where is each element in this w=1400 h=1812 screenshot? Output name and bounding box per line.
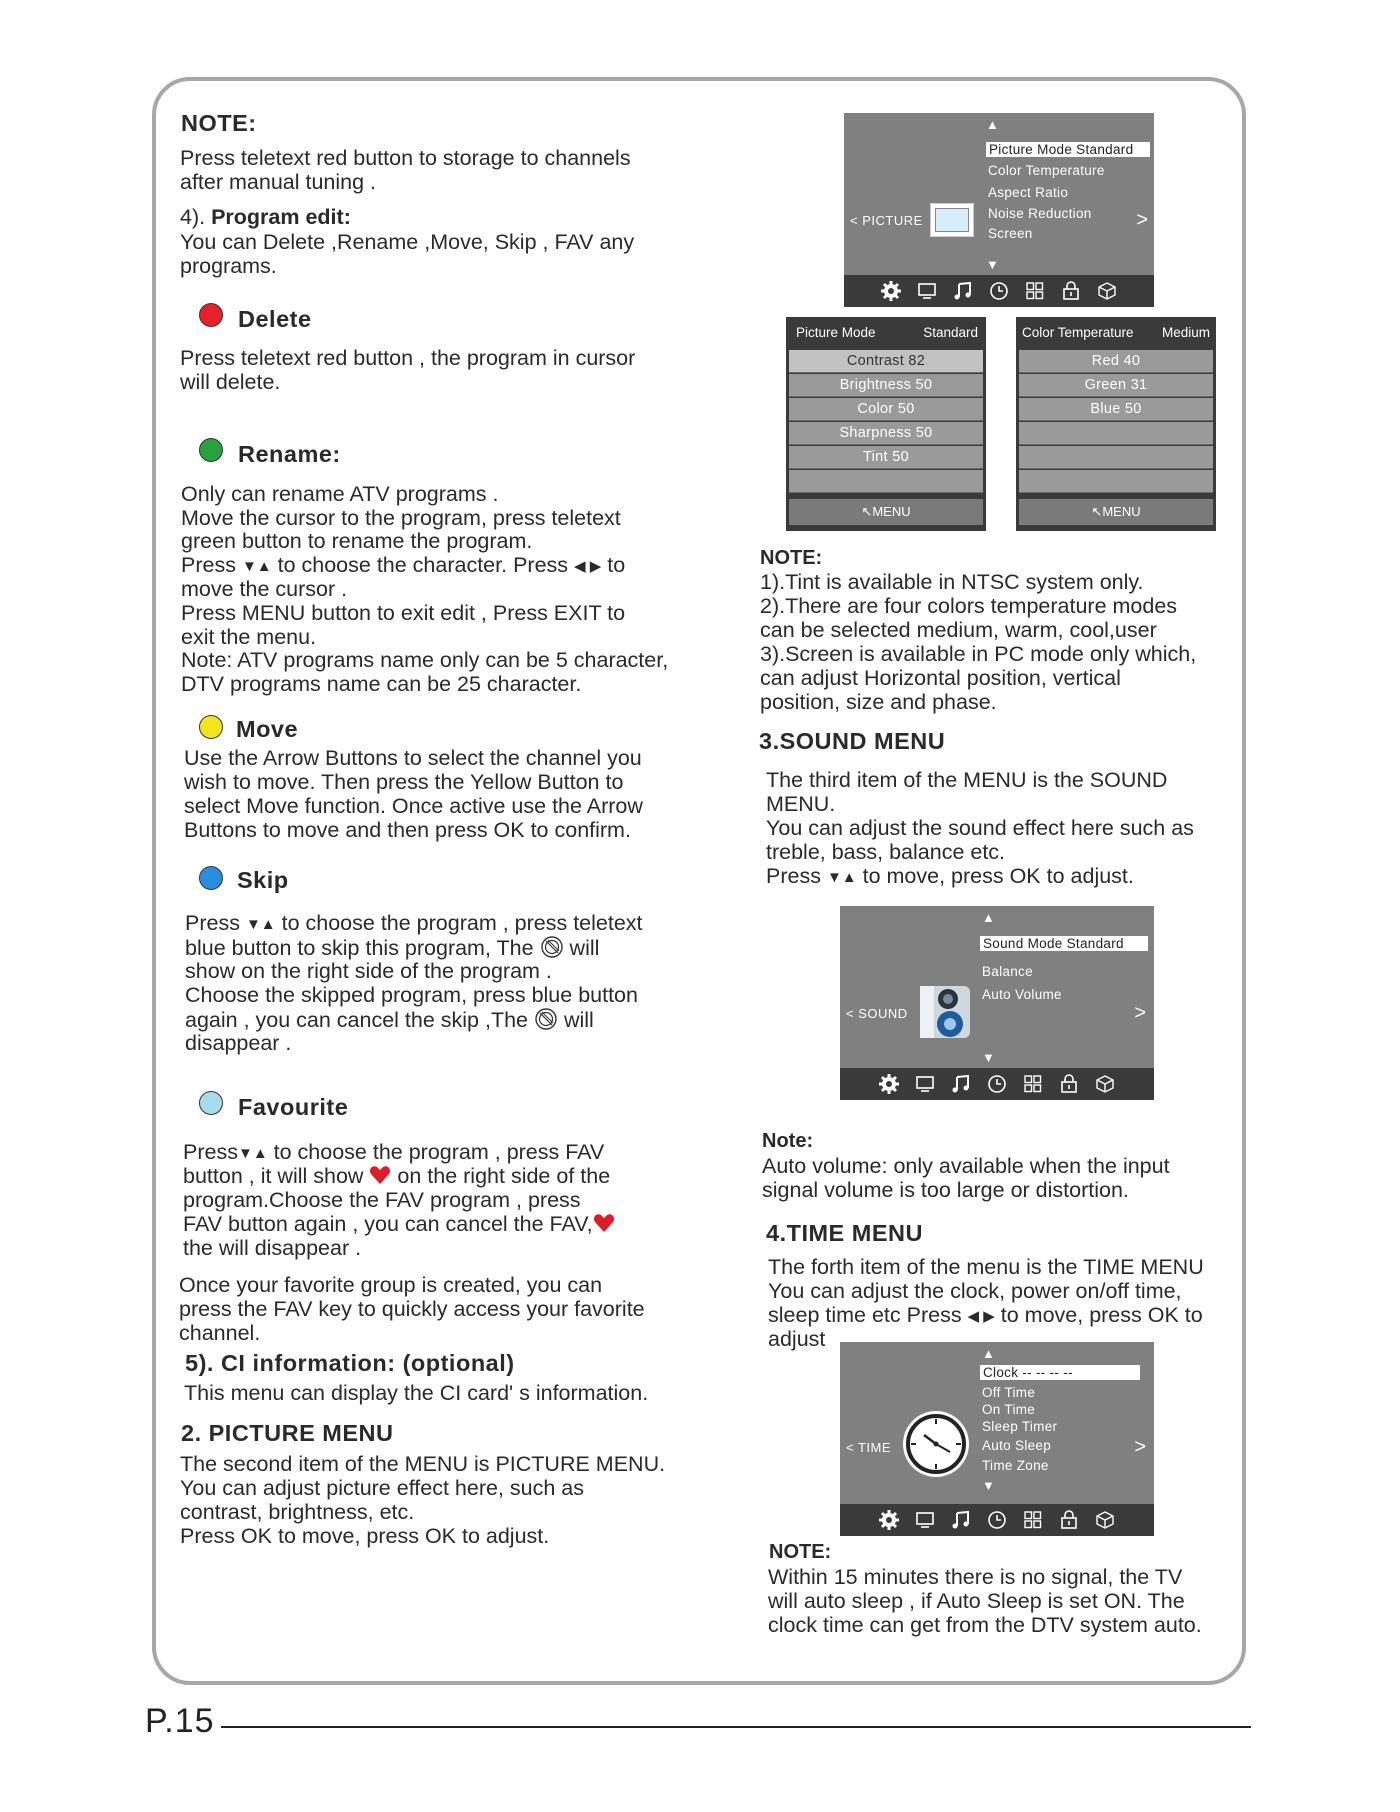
down-up-arrows-icon: ▼▲ [245, 915, 276, 933]
picture-mode-submenu [786, 317, 986, 531]
program-edit-prefix: 4). [180, 205, 212, 229]
picture-osd-menu [844, 113, 1154, 307]
submenu-row[interactable]: Sharpness 50 [789, 422, 983, 445]
submenu-row[interactable] [789, 470, 983, 493]
picture-icon [930, 203, 974, 237]
rename-line: Move the cursor to the program, press teletext [181, 506, 621, 530]
ci-text: This menu can display the CI card' s information. [184, 1381, 649, 1405]
favourite-heading: Favourite [238, 1094, 349, 1120]
submenu-header [786, 317, 986, 347]
submenu-row[interactable]: Brightness 50 [789, 374, 983, 397]
osd-item[interactable]: On Time [982, 1402, 1036, 1417]
rename-line: move the cursor . [181, 577, 348, 601]
skip-text: Press [185, 911, 246, 935]
favourite-line [183, 1212, 615, 1238]
skip-text: blue button to skip this program, The [185, 936, 540, 961]
osd-item[interactable]: Color Temperature [988, 163, 1105, 178]
move-line: Buttons to move and then press OK to confirm. [184, 818, 631, 842]
osd-side-label: < TIME [846, 1440, 892, 1455]
up-arrow-icon: ▲ [982, 910, 995, 925]
music-note-icon[interactable] [950, 1509, 972, 1531]
grid-icon[interactable] [1022, 1073, 1044, 1095]
rename-line: DTV programs name can be 25 character. [181, 672, 582, 696]
green-button-icon [199, 438, 223, 462]
submenu-header-right: Medium [1161, 325, 1210, 340]
left-right-arrows-icon: ◀ ▶ [574, 557, 602, 575]
note-line: after manual tuning . [180, 170, 377, 194]
submenu-row[interactable] [1019, 422, 1213, 445]
right-note-line: can be selected medium, warm, cool,user [760, 618, 1157, 642]
skip-line: disappear . [185, 1031, 292, 1055]
sound-note-line: Auto volume: only available when the input [762, 1154, 1170, 1178]
favourite-text: FAV button again , you can cancel the FAV, [183, 1212, 593, 1236]
cube-icon[interactable] [1096, 280, 1118, 302]
submenu-footer[interactable] [789, 499, 983, 525]
picture-menu-line: contrast, brightness, etc. [180, 1500, 415, 1524]
picture-menu-line: The second item of the MENU is PICTURE MENU. [180, 1452, 666, 1476]
time-osd-menu [840, 1342, 1154, 1536]
rename-line: green button to rename the program. [181, 529, 533, 553]
time-text: to move, press OK to [994, 1303, 1203, 1327]
submenu-header-left: Picture Mode [796, 325, 876, 340]
submenu-header-right: Standard [923, 325, 978, 340]
rename-line: Press MENU button to exit edit , Press EXIT to [181, 601, 626, 625]
menu-cursor-icon: ↖ [1091, 504, 1103, 519]
osd-side-label-text: SOUND [858, 1006, 908, 1021]
favourite-line [183, 1140, 604, 1164]
move-line: select Move function. Once active use the Arrow [184, 794, 643, 818]
move-line: wish to move. Then press the Yellow Button to [184, 770, 624, 794]
sound-menu-heading: 3.SOUND MENU [759, 728, 946, 754]
sound-menu-line [766, 864, 1134, 888]
picture-menu-line: You can adjust picture effect here, such as [180, 1476, 584, 1500]
favourite-line [183, 1164, 610, 1190]
menu-cursor-icon: ↖ [861, 504, 873, 519]
osd-side-label-text: TIME [857, 1440, 892, 1455]
osd-item[interactable]: Screen [988, 226, 1033, 241]
heart-icon [369, 1165, 391, 1190]
favourite-extra-line: Once your favorite group is created, you can [179, 1273, 603, 1297]
heart-icon [593, 1213, 615, 1238]
submenu-footer-label: MENU [872, 504, 911, 519]
down-arrow-icon: ▼ [986, 257, 999, 272]
submenu-footer[interactable] [1019, 499, 1213, 525]
delete-heading: Delete [238, 306, 312, 332]
cyan-button-icon [199, 1091, 223, 1115]
time-menu-line [768, 1303, 1203, 1327]
osd-item[interactable]: Noise Reduction [988, 206, 1092, 221]
rename-line: Note: ATV programs name only can be 5 character, [181, 648, 669, 672]
program-edit-heading [180, 205, 351, 229]
skip-text: again , you can cancel the skip ,The [185, 1008, 534, 1033]
right-note-heading: NOTE: [760, 547, 823, 569]
rename-line: exit the menu. [181, 625, 317, 649]
osd-item[interactable]: Auto Sleep [982, 1438, 1052, 1453]
submenu-footer-label: MENU [1102, 504, 1141, 519]
submenu-row[interactable]: Green 31 [1019, 374, 1213, 397]
settings-gear-icon[interactable] [880, 280, 902, 302]
cube-icon[interactable] [1094, 1073, 1116, 1095]
red-button-icon [199, 303, 223, 327]
sound-text: Press [766, 864, 827, 888]
osd-item[interactable]: Time Zone [982, 1458, 1049, 1473]
sound-note-line: signal volume is too large or distortion. [762, 1178, 1129, 1202]
time-note-line: will auto sleep , if Auto Sleep is set ON. The [768, 1589, 1185, 1613]
lock-icon[interactable] [1058, 1509, 1080, 1531]
right-arrow-icon: > [1136, 209, 1148, 231]
sound-menu-line: The third item of the MENU is the SOUND [766, 768, 1168, 792]
submenu-header-left: Color Temperature [1022, 325, 1134, 340]
osd-item[interactable]: Off Time [982, 1385, 1036, 1400]
right-arrow-icon: > [1134, 1436, 1146, 1458]
lock-icon[interactable] [1060, 280, 1082, 302]
time-menu-line: adjust [768, 1327, 826, 1351]
favourite-text: on the right side of the [391, 1164, 611, 1188]
right-note-line: 3).Screen is available in PC mode only which, [760, 642, 1197, 666]
music-note-icon[interactable] [950, 1073, 972, 1095]
sound-note-heading: Note: [762, 1130, 814, 1152]
clock-icon[interactable] [988, 280, 1010, 302]
move-line: Use the Arrow Buttons to select the channel you [184, 746, 642, 770]
osd-item[interactable]: Auto Volume [982, 987, 1062, 1002]
sound-text: to move, press OK to adjust. [856, 864, 1134, 888]
favourite-text: to choose the program , press FAV [267, 1140, 605, 1164]
monitor-icon[interactable] [914, 1509, 936, 1531]
delete-line: Press teletext red button , the program in cursor [180, 346, 636, 370]
grid-icon[interactable] [1022, 1509, 1044, 1531]
program-edit-title: Program edit: [211, 205, 351, 229]
right-note-line: can adjust Horizontal position, vertical [760, 666, 1121, 690]
favourite-text: Press [183, 1140, 238, 1164]
grid-icon[interactable] [1024, 280, 1046, 302]
submenu-row[interactable]: Blue 50 [1019, 398, 1213, 421]
right-note-line: 1).Tint is available in NTSC system only. [760, 570, 1144, 594]
favourite-extra-line: channel. [179, 1321, 261, 1345]
right-arrow-icon: > [1134, 1002, 1146, 1024]
skip-symbol-icon [534, 1007, 558, 1036]
rename-text: to [601, 553, 626, 577]
time-menu-line: The forth item of the menu is the TIME MENU [768, 1255, 1204, 1279]
skip-text: will [563, 936, 600, 961]
osd-side-label: < SOUND [846, 1006, 908, 1021]
settings-gear-icon[interactable] [878, 1073, 900, 1095]
skip-line: Choose the skipped program, press blue button [185, 983, 638, 1007]
picture-menu-heading: 2. PICTURE MENU [181, 1420, 394, 1446]
yellow-button-icon [199, 715, 223, 739]
submenu-row[interactable] [1019, 470, 1213, 493]
sound-menu-line: treble, bass, balance etc. [766, 840, 1006, 864]
osd-item[interactable]: Sleep Timer [982, 1419, 1058, 1434]
submenu-row[interactable] [1019, 446, 1213, 469]
submenu-row[interactable]: Color 50 [789, 398, 983, 421]
move-heading: Move [236, 716, 299, 742]
note-line: Press teletext red button to storage to channels [180, 146, 631, 170]
down-up-arrows-icon: ▼▲ [237, 1144, 268, 1162]
submenu-header [1016, 317, 1216, 347]
skip-line [185, 911, 643, 935]
up-arrow-icon: ▲ [986, 117, 999, 132]
program-edit-line: You can Delete ,Rename ,Move, Skip , FAV any [180, 230, 635, 254]
osd-side-label-text: PICTURE [862, 213, 923, 228]
down-up-arrows-icon: ▼▲ [826, 868, 857, 886]
favourite-line: the will disappear . [183, 1236, 362, 1260]
osd-item-selected[interactable]: Picture Mode Standard [986, 142, 1150, 157]
skip-heading: Skip [237, 867, 289, 893]
picture-menu-line: Press OK to move, press OK to adjust. [180, 1524, 550, 1548]
music-note-icon[interactable] [952, 280, 974, 302]
speaker-icon [914, 982, 976, 1042]
clock-icon[interactable] [986, 1073, 1008, 1095]
osd-item[interactable]: Aspect Ratio [988, 185, 1069, 200]
lock-icon[interactable] [1058, 1073, 1080, 1095]
blue-button-icon [199, 866, 223, 890]
favourite-extra-line: press the FAV key to quickly access your favorite [179, 1297, 645, 1321]
skip-text: to choose the program , press teletext [275, 911, 643, 935]
submenu-row[interactable]: Tint 50 [789, 446, 983, 469]
delete-line: will delete. [180, 370, 281, 394]
down-arrow-icon: ▼ [982, 1478, 995, 1493]
sound-menu-line: MENU. [766, 792, 836, 816]
skip-text: will [558, 1008, 594, 1033]
rename-line-arrows [181, 553, 625, 577]
up-arrow-icon: ▲ [982, 1346, 995, 1361]
page-number: P.15 [145, 1702, 215, 1740]
rename-text: Press [181, 553, 242, 577]
osd-menu-bar [840, 1504, 1154, 1536]
cube-icon[interactable] [1094, 1509, 1116, 1531]
osd-side-label: < PICTURE [850, 213, 923, 228]
note-heading: NOTE: [181, 110, 257, 136]
osd-item[interactable]: Balance [982, 964, 1033, 979]
down-up-arrows-icon: ▼▲ [241, 557, 272, 575]
osd-item-selected[interactable]: Clock -- -- -- -- [980, 1365, 1140, 1380]
osd-item-selected[interactable]: Sound Mode Standard [980, 936, 1148, 951]
skip-line: show on the right side of the program . [185, 959, 552, 983]
rename-heading: Rename: [238, 441, 341, 467]
time-menu-line: You can adjust the clock, power on/off time, [768, 1279, 1182, 1303]
time-note-heading: NOTE: [769, 1541, 832, 1563]
right-note-line: 2).There are four colors temperature modes [760, 594, 1178, 618]
color-temperature-submenu [1016, 317, 1216, 531]
monitor-icon[interactable] [914, 1073, 936, 1095]
sound-menu-line: You can adjust the sound effect here such as [766, 816, 1194, 840]
submenu-row[interactable]: Red 40 [1019, 350, 1213, 373]
time-menu-heading: 4.TIME MENU [766, 1220, 923, 1246]
rename-text: to choose the character. Press [271, 553, 574, 577]
ci-heading: 5). CI information: (optional) [185, 1350, 515, 1376]
time-note-line: clock time can get from the DTV system auto. [768, 1613, 1202, 1637]
clock-icon[interactable] [986, 1509, 1008, 1531]
rename-line: Only can rename ATV programs . [181, 482, 499, 506]
sound-osd-menu [840, 906, 1154, 1100]
program-edit-line: programs. [180, 254, 277, 278]
favourite-text: button , it will show [183, 1164, 370, 1188]
monitor-icon[interactable] [916, 280, 938, 302]
osd-menu-bar [844, 275, 1154, 307]
left-right-arrows-icon: ◀ ▶ [967, 1307, 995, 1325]
footer-rule [221, 1726, 1251, 1728]
right-note-line: position, size and phase. [760, 690, 997, 714]
favourite-line: program.Choose the FAV program , press [183, 1188, 581, 1212]
down-arrow-icon: ▼ [982, 1050, 995, 1065]
submenu-row-selected[interactable]: Contrast 82 [789, 350, 983, 373]
analog-clock-icon [902, 1410, 970, 1478]
osd-menu-bar [840, 1068, 1154, 1100]
time-note-line: Within 15 minutes there is no signal, the TV [768, 1565, 1183, 1589]
settings-gear-icon[interactable] [878, 1509, 900, 1531]
time-text: sleep time etc Press [768, 1303, 968, 1327]
